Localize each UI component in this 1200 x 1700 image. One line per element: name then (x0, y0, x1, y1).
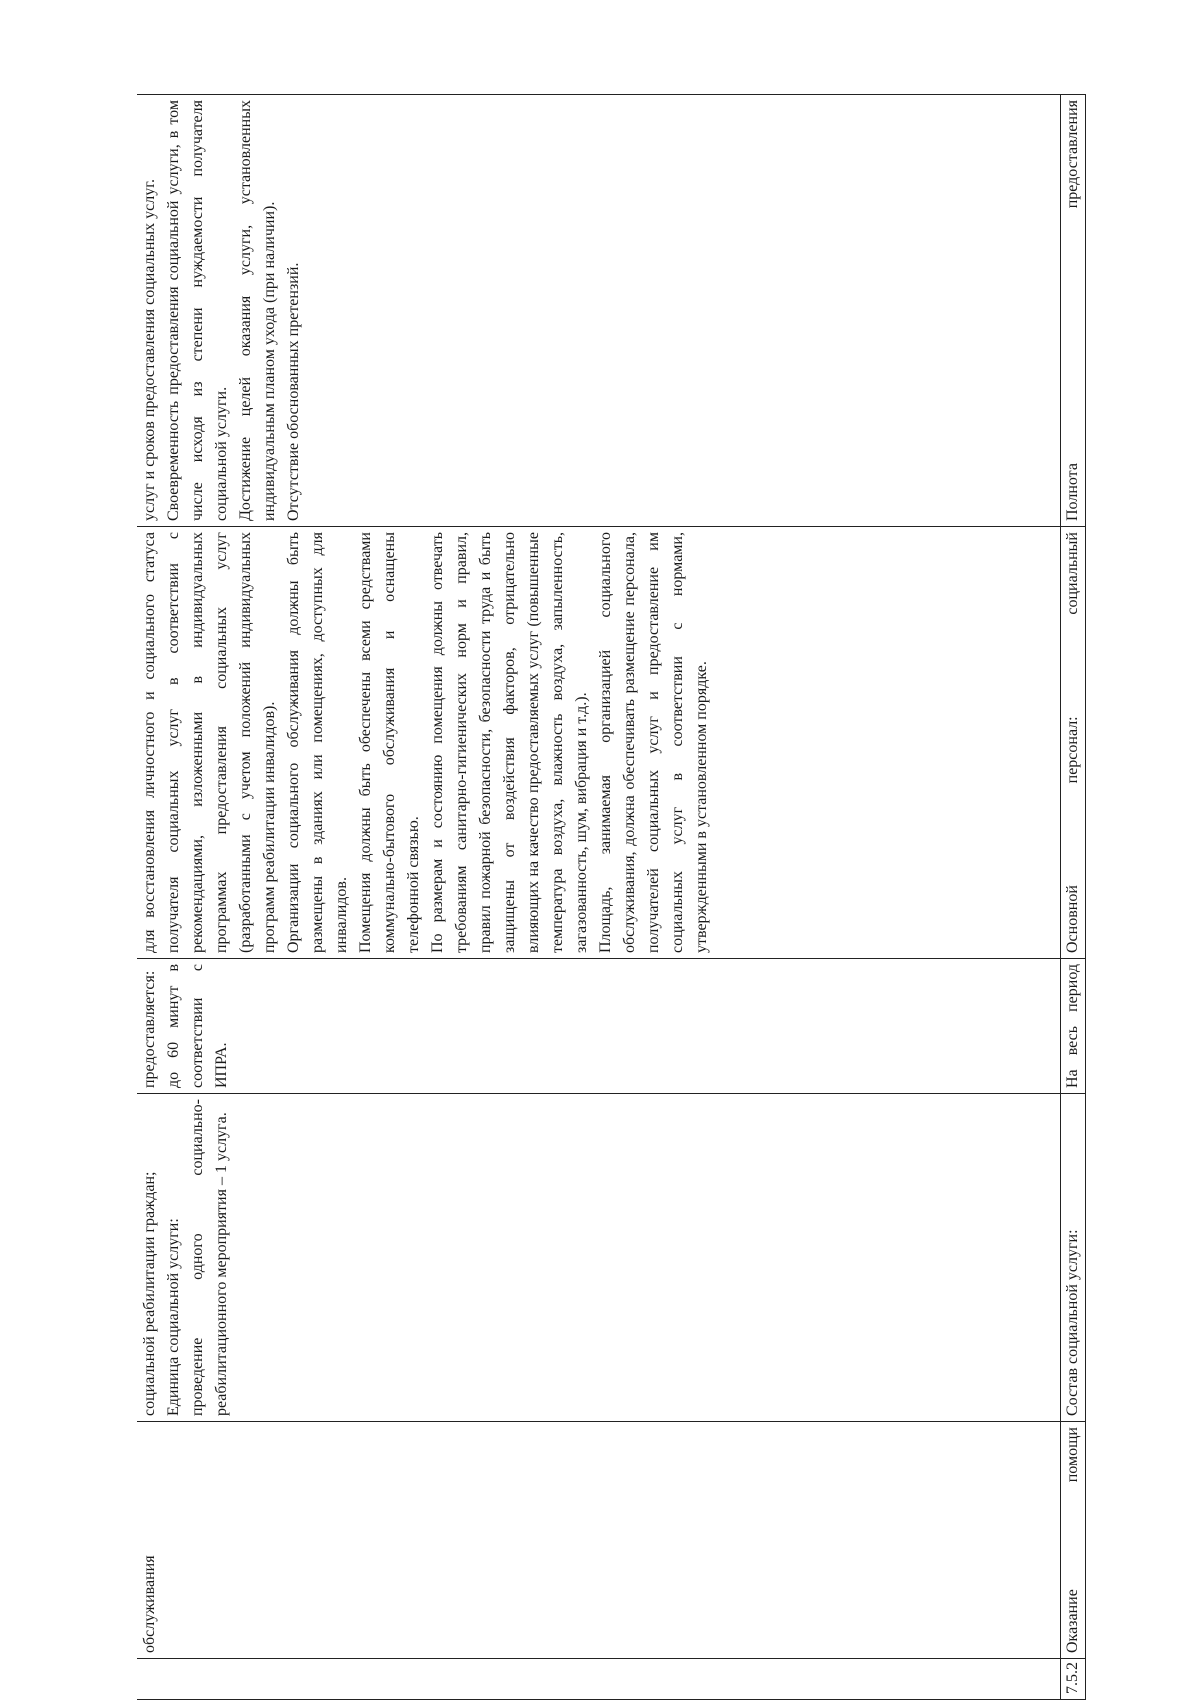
service-composition-cell: Состав социальной услуги: (1061, 1094, 1086, 1422)
service-quality-cell: Полнота предоставления (1061, 95, 1086, 527)
service-quality-cell: услуг и сроков предоставления социальных услуг. Своевременность предоставления социальной услуги, в том числе исходя из степени нуждаемости получателя социальной услуги. Достижение целей оказания услуги, установленных индивидуальным планом ухода (при наличии). Отсутствие обоснованных претензий. (137, 95, 1061, 527)
service-conditions-cell: Основной персонал: социальный (1061, 527, 1086, 959)
service-conditions-cell: для восстановления личностного и социального статуса получателя социальных услуг в соответствии с рекомендациями, изложенными в индивидуальных программах предоставления социальных услуг (разработанными с учетом положений индивидуальных программ реабилитации инвалидов). Организации социального обслуживания должны быть размещены в зданиях или помещениях, доступных для инвалидов. Помещения должны быть обеспечены всеми средствами коммунально-бытового обслуживания и оснащены телефонной связью. По размерам и состоянию помещения должны отвечать требованиям санитарно-гигиенических норм и правил, правил пожарной безопасности, безопасности труда и быть защищены от воздействия факторов, отрицательно влияющих на качество предоставляемых услуг (повышенные температура воздуха, влажность воздуха, запыленность, загазованность, шум, вибрация и т.д.). Площадь, занимаемая организацией социального обслуживания, должна обеспечивать размещение персонала, получателей социальных услуг и предоставление им социальных услуг в соответствии с нормами, утвержденными в установленном порядке. (137, 527, 1061, 959)
service-period-cell: предоставляется: до 60 минут в соответствии с ИПРА. (137, 959, 1061, 1094)
rotated-table-sheet (137, 95, 1086, 1700)
service-standards-table (137, 94, 1086, 1700)
service-period-cell: На весь период (1061, 959, 1086, 1094)
table-row (137, 95, 1061, 1700)
service-name-cell: Оказание помощи (1061, 1422, 1086, 1659)
service-composition-cell: социальной реабилитации граждан; Единица социальной услуги: проведение одного социально-реабилитационного мероприятия – 1 услуга. (137, 1094, 1061, 1422)
table-row (1061, 95, 1086, 1700)
row-number-cell: 7.5.2 (1061, 1659, 1086, 1700)
row-number-cell (137, 1659, 1061, 1700)
service-name-cell: обслуживания (137, 1422, 1061, 1659)
